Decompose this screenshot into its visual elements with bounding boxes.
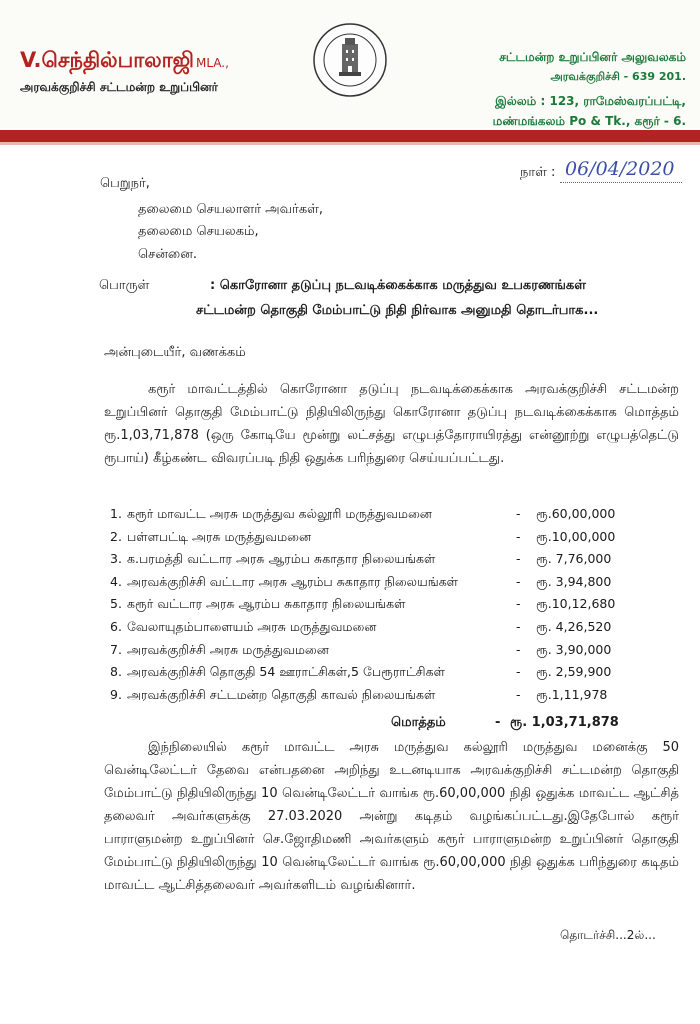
item-number: 2. <box>110 528 122 544</box>
body-paragraph-2: இந்நிலையில் கரூர் மாவட்ட அரசு மருத்துவ கல்லூரி மருத்துவ மனைக்கு 50 வென்டிலேட்டர் தேவை என்பதனை அறிந்து உடனடியாக அரவக்குறிச்சி சட்டமன்ற தொகுதி மேம்பாட்டு நிதியிலிருந்து 10 வென்டிலேட்டர் வாங்க ரூ.60,00,000 நிதி ஒதுக்க மாவட்ட ஆட்சித் தலைவர் அவர்களுக்கு 27.03.2020 அன்று கடிதம் வழங்கப்பட்டது.இதேபோல் கரூர் பாராளுமன்ற உறுப்பினர் செ.ஜோதிமணி அவர்களும் கரூர் பாராளுமன்ற உறுப்பினர் தொகுதி மேம்பாட்டு நிதியிலிருந்து 10 வென்டிலேட்டர் வாங்க ரூ.60,00,000 நிதி ஒதுக்க பரிந்துரை கடிதம் மாவட்ட ஆட்சித்தலைவர் அவர்களிடம் வழங்கினார். <box>104 740 679 893</box>
total-dash: - <box>495 715 501 730</box>
item-label: க.பரமத்தி வட்டார அரசு ஆரம்ப சுகாதார நிலையங்கள் <box>127 551 436 567</box>
list-item <box>110 596 640 619</box>
item-label: வேலாயுதம்பாளையம் அரசு மருத்துவமனை <box>127 618 377 634</box>
item-label: அரவக்குறிச்சி சட்டமன்ற தொகுதி காவல் நிலையங்கள் <box>127 686 436 702</box>
item-dash: - <box>516 641 521 657</box>
item-dash: - <box>516 686 521 702</box>
item-dash: - <box>516 528 521 544</box>
recipient-line-1: தலைமை செயலாளர் அவர்கள், <box>138 202 324 217</box>
subject-line-2: சட்டமன்ற தொகுதி மேம்பாட்டு நிதி நிர்வாக அனுமதி தொடர்பாக... <box>196 303 599 318</box>
list-item <box>110 664 640 687</box>
list-item <box>110 619 640 642</box>
total-amount: ரூ. 1,03,71,878 <box>510 715 619 730</box>
residence-line-1: இல்லம் : 123, ராமேஸ்வரப்பட்டி, <box>495 94 686 108</box>
mla-name <box>20 48 229 75</box>
mla-suffix: MLA., <box>195 56 229 70</box>
item-number: 5. <box>110 596 122 612</box>
office-title: சட்டமன்ற உறுப்பினர் அலுவலகம் <box>499 50 686 64</box>
item-number: 7. <box>110 641 122 657</box>
list-item <box>110 642 640 665</box>
item-amount: ரூ. 2,59,900 <box>536 664 612 680</box>
item-label: கரூர் வட்டார அரசு ஆரம்ப சுகாதார நிலையங்கள் <box>127 596 406 612</box>
item-number: 4. <box>110 573 122 589</box>
mla-designation: அரவக்குறிச்சி சட்டமன்ற உறுப்பினர் <box>20 80 218 94</box>
item-amount: ரூ. 4,26,520 <box>536 618 612 634</box>
item-label: அரவக்குறிச்சி தொகுதி 54 ஊராட்சிகள்,5 பேரூராட்சிகள் <box>127 664 445 680</box>
date-label: நாள் : <box>520 165 556 180</box>
item-label: பள்ளபட்டி அரசு மருத்துவமனை <box>127 528 312 544</box>
continuation-note: தொடர்ச்சி...2ல்... <box>560 928 656 942</box>
residence-line-2: மண்மங்கலம் Po & Tk., கரூர் - 6. <box>492 114 686 128</box>
list-item <box>110 529 640 552</box>
item-number: 9. <box>110 686 122 702</box>
item-number: 6. <box>110 618 122 634</box>
recipient-line-3: சென்னை. <box>138 247 197 262</box>
item-dash: - <box>516 596 521 612</box>
item-dash: - <box>516 573 521 589</box>
office-place: அரவக்குறிச்சி - 639 201. <box>550 70 686 83</box>
item-label: அரவக்குறிச்சி வட்டார அரசு ஆரம்ப சுகாதார நிலையங்கள் <box>127 573 458 589</box>
letterhead <box>0 0 700 128</box>
body-paragraph-1: கரூர் மாவட்டத்தில் கொரோனா தடுப்பு நடவடிக்கைக்காக அரவக்குறிச்சி சட்டமன்ற உறுப்பினர் தொகுதி மேம்பாட்டு நிதியிலிருந்து கொரோனா தடுப்பு நடவடிக்கைக்காக மொத்தம் ரூ.1,03,71,878 (ஒரு கோடியே மூன்று லட்சத்து எழுபத்தோராயிரத்து என்னூற்று எழுபத்தெட்டு ரூபாய்) கீழ்கண்ட விவரப்படி நிதி ஒதுக்க பரிந்துரை செய்யப்பட்டது. <box>104 382 679 466</box>
list-item <box>110 551 640 574</box>
date-value: 06/04/2020 <box>565 158 675 180</box>
item-number: 3. <box>110 551 122 567</box>
subject-label: பொருள் <box>99 278 150 293</box>
item-dash: - <box>516 506 521 521</box>
assembly-emblem-icon <box>312 22 388 98</box>
item-dash: - <box>516 618 521 634</box>
recipient-salutation: பெறுநர், <box>100 176 150 191</box>
item-amount: ரூ. 3,94,800 <box>536 573 612 589</box>
item-amount: ரூ.1,11,978 <box>536 686 608 702</box>
header-band-shadow <box>0 142 700 145</box>
mla-name-text: V.செந்தில்பாலாஜி <box>20 48 194 72</box>
item-number: 1. <box>110 506 122 521</box>
total-label: மொத்தம் <box>391 715 446 730</box>
item-amount: ரூ.10,12,680 <box>536 596 616 612</box>
item-label: கரூர் மாவட்ட அரசு மருத்துவ கல்லூரி மருத்துவமனை <box>127 506 432 521</box>
list-item <box>110 687 640 710</box>
subject-line-1: : கொரோனா தடுப்பு நடவடிக்கைக்காக மருத்துவ உபகரணங்கள் <box>210 278 586 293</box>
allocation-list <box>110 506 640 709</box>
item-amount: ரூ.10,00,000 <box>536 528 616 544</box>
item-dash: - <box>516 551 521 567</box>
list-item <box>110 574 640 597</box>
header-band <box>0 130 700 142</box>
item-amount: ரூ. 7,76,000 <box>536 551 612 567</box>
item-amount: ரூ. 3,90,000 <box>536 641 612 657</box>
item-amount: ரூ.60,00,000 <box>536 506 616 521</box>
date-underline <box>560 182 682 183</box>
list-item <box>110 506 640 529</box>
recipient-line-2: தலைமை செயலகம், <box>138 224 259 239</box>
item-label: அரவக்குறிச்சி அரசு மருத்துவமனை <box>127 641 329 657</box>
item-number: 8. <box>110 664 122 680</box>
greeting: அன்புடையீர், வணக்கம் <box>104 345 246 360</box>
item-dash: - <box>516 664 521 680</box>
